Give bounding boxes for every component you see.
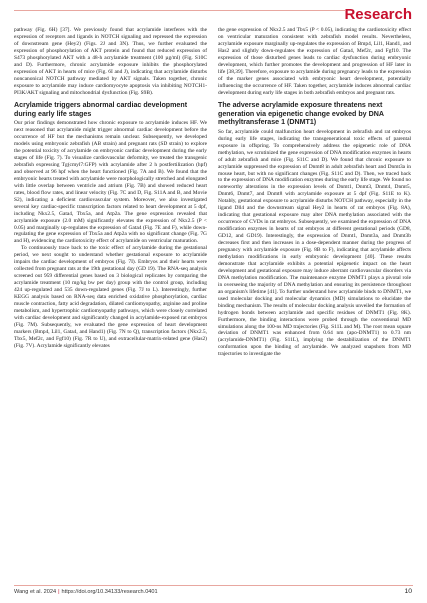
separator: | — [58, 589, 60, 595]
right-column — [218, 27, 411, 358]
page-number: 10 — [404, 588, 412, 595]
citation-text: Wang et al. 2024 — [14, 589, 57, 595]
footer-rule — [14, 585, 413, 586]
paragraph: pathway (Fig. 6H) [37]. We previously found that acrylamide interferes with the expression of receptors and ligands in NOTCH signaling and repressed the expression of downstream gene (Hey2) (Figs. 2J and 3N). Thus, we further evaluated the expression of phosphorylation of AKT protein and found that reduced expression of S473 phosphorylated AKT with a 48-h acrylamide treatment (100 µg/ml) (Fig. S10C and D). Furthermore, chronic acrylamide exposure inhibits the phosphorylated expression of AKT in hearts of mice (Fig. 6I and J), indicating that acrylamide disturbs noncanonical NOTCH pathway mediated by AKT signals. Taken together, chronic exposure to acrylamide may induce cardiomyocyte apoptosis via inhibiting NOTCH1-PI3K/AKT signaling and mitochondrial dysfunction (Fig. S9B). — [14, 27, 207, 96]
footer-citation — [14, 589, 158, 595]
doi-link[interactable]: https://doi.org/10.34133/research.0401 — [61, 589, 158, 595]
paragraph: To continuously trace back to the toxic effect of acrylamide during the gestational period, we next sought to understand whether gestational exposure to acrylamide impairs the cardiac development of embryos (Fig. 7I). Embryos and their hearts were collected from pregnant rats at the 19th gestational day (GD 19). The RNA-seq analysis screened out 959 differential genes based on 3 biological replicates by comparing the acrylamide treatment (10 mg/kg bw per day) group with the control group, including 424 up-regulated and 535 down-regulated genes (Fig. 7J to L). Interestingly, further KEGG analysis based on RNA-seq data enriched oxidative phosphorylation, cardiac muscle contraction, fatty acid degradation, dilated cardiomyopathy, arginine and proline metabolism, and hypertrophic cardiomyopathy pathways, which were closely correlated with cardiac development and significantly changed in acrylamide-exposed rat embryos (Fig. 7M). Subsequently, we evaluated the gene expression of heart development markers (Bmp4, Lil1, Gata4, and Hand1) (Fig. 7N to Q), transcription factors (Nkx2.5, Tbx5, Mef2c, and Fgf10) (Fig. 7R to U), and extracellular-matrix-related gene (Has2) (Fig. 7V). Acrylamide significantly elevates — [14, 245, 207, 349]
header-rule — [14, 10, 345, 11]
left-column — [14, 27, 207, 350]
journal-title: Research — [344, 6, 412, 23]
paragraph: the gene expression of Nkx2.5 and Tbx5 (P < 0.05), indicating the cardiotoxicity effect on ventricular maturation consistent with zebrafish model results. Nevertheless, acrylamide exposure marginally up-regulates the expression of Bmp4, Lil1, Hand1, and Has2 and slightly down-regulates the expression of Gata4, Mef2c, and Fgf10. The expression of those disturbed genes leads to cardiac dysfunction during embryonic development, which further promotes the development and progression of HF later in life [38,39]. Therefore, exposure to acrylamide during pregnancy leads to the expression of the marker genes associated with embryonic heart development, potentially influencing the occurrence of HF. Taken together, acrylamide induces abnormal cardiac development during early life stages in both zebrafish embryos and pregnant rats. — [218, 27, 411, 96]
paragraph: So far, acrylamide could malfunction heart development in zebrafish and rat embryos during early life stages, indicating the transgenerational toxic effects of parental exposure in offspring. To comprehensively address the epigenetic role of DNA methylation, we scrutinized the gene expression of DNA modification enzymes in hearts of adult zebrafish and mice (Fig. S11C and D). We found that chronic exposure to acrylamide suppressed the expression of Dnmt8 in adult zebrafish heart and Dnmt3a in mouse heart, but with no significant changes (Fig. S11C and D). Then, we traced back to the expression of DNA modification enzymes during the early life stage. We found no noteworthy alterations in the expression levels of Dnmt1, Dnmt3, Dnmt4, Dnmt5, Dnmt6, Dnmt7, and Dnmt8 with acrylamide exposure at 5 dpf (Fig. S11E to K). Notably, gestational exposure to acrylamide disturbs NOTCH pathway, especially in the ligand Dll4 and the downstream signal Hey2 in hearts of rat embryos (Fig. 8A), indicating that gestational exposure may alter DNA methylation associated with the occurrence of CVDs in rat embryos. Subsequently, we examined the expression of DNA modification enzymes in hearts of rat embryos at different gestational periods (GD8, GD12, and GD19). Interestingly, the expression of Dnmt1, Dnmt3a, and Dnmt3b decreases first and then increases in a dose-dependent manner during the progress of pregnancy with acrylamide exposure (Fig. 8B to F), indicating that acrylamide affects methylation modifications in early embryonic development [40]. These results demonstrate that acrylamide exhibits a potential epigenetic impact on the heart development and gestational exposure may induce aberrant cardiovascular disorders via DNA methylation modification. The maintenance enzyme DNMT1 plays a pivotal role in overseeing the majority of DNA methylation and ensuring its persistence throughout an organism's lifetime [41]. To further understand how acrylamide binds to DNMT1, we used molecular docking and molecular dynamics (MD) simulations to elucidate the binding mechanism. The results of molecular docking analysis unveiled the formation of hydrogen bonds between acrylamide and specific residues of DNMT1 (Fig. 8K). Furthermore, the binding interactions were probed through the conventional MD simulations along the 100-ns MD trajectories (Fig. S11L and M). The root mean square deviation of DNMT1 was enhanced from 0.64 nm (apo-DNMT1) to 0.73 nm (acrylamide-DNMT1) (Fig. S11L), implying the destabilization of the DNMT1 conformation upon the binding of acrylamide. We analyzed snapshots from MD trajectories to investigate the — [218, 128, 411, 358]
section-heading: The adverse acrylamide exposure threatens next generation via epigenetic change evoked by DNA methyltransferase 1 (DNMT1) — [218, 101, 384, 127]
paragraph: Our prior findings demonstrated how chronic exposure to acrylamide induces HF. We next reasoned that acrylamide might trigger abnormal cardiac development before the occurrence of HF but the mechanisms remain unclear. Subsequently, we developed models using embryonic zebrafish (AB strain) and pregnant rats (SD strain) to explore the potential toxicity of acrylamide on embryonic cardiac development during the early stages of life (Fig. 7). To visualize cardiovascular deformity, we treated the transgenic zebrafish expressing Tg(cmyl7:GFP) with acrylamide after 2 h postfertilization (hpf) and observed at 96 hpf when the heart functioned (Fig. 7A and B). We found that the embryonic hearts treated with acrylamide were morphologically stretched and elongated with little overlap between ventricle and atrium (Fig. 7B) and showed reduced heart rates, blood flow rates, and linear velocity (Fig. 7C and D, Fig. S11A and B, and Movie S2), indicating a deficient cardiovascular system. Moreover, we also investigated several key cardiac-specific transcription factors related to heart development at 5 dpf, including Nkx2.5, Gata4, Tbx5a, and Atp2a. The gene expression revealed that acrylamide exposure (2.0 mM) significantly elevates the expression of Nkx2.5 (P < 0.05) and marginally up-regulates the expression of Gata4 (Fig. 7E and F), while down-regulating the gene expression of Tbx5a and Atp2a with no significant change (Fig. 7G and H), evidencing the cardiotoxicity effect of acrylamide on ventricular maturation. — [14, 120, 207, 245]
section-heading: Acrylamide triggers abnormal cardiac development during early life stages — [14, 101, 188, 118]
